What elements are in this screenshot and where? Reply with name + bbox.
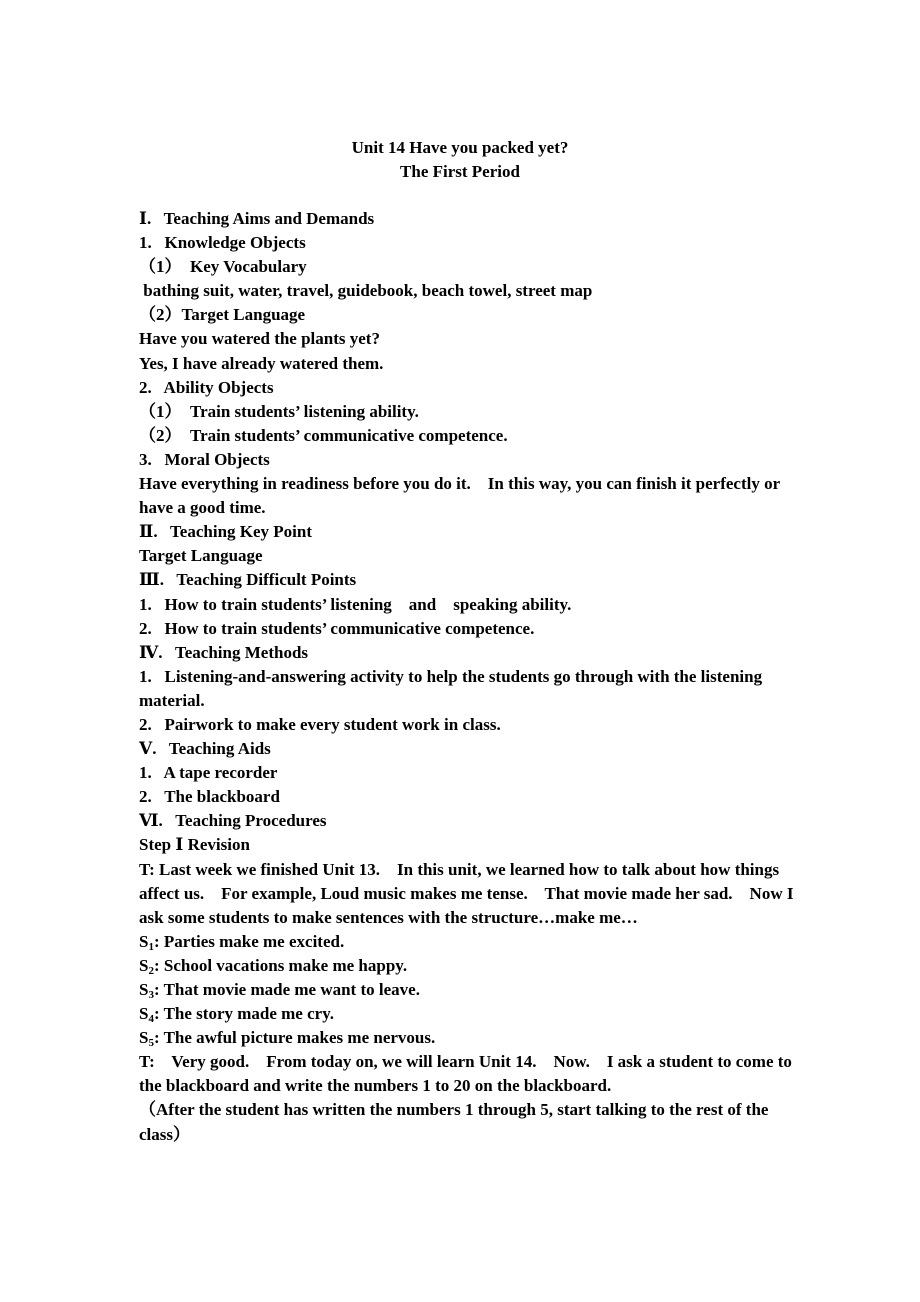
key-vocabulary-list: bathing suit, water, travel, guidebook, beach towel, street map [139, 281, 593, 301]
subheading-key-vocabulary: （1） Key Vocabulary [139, 257, 307, 277]
subheading-moral: 3. Moral Objects [139, 449, 270, 469]
teacher-dialogue: T: Very good. From today on, we will learn Unit 14. Now. I ask a student to come to the blackboard and write the numbers 1 to 20 on the blackboard. [139, 1052, 797, 1096]
methods-item: 1. Listening-and-answering activity to help the students go through with the listening material. [139, 666, 767, 710]
document-body [139, 207, 799, 1147]
student-dialogue: $S_1$: Parties make me excited. [139, 931, 345, 953]
procedure-note: （After the student has written the numbers 1 through 5, start talking to the rest of the class） [139, 1100, 773, 1144]
document-subtitle: The First Period [400, 162, 520, 181]
aids-item: 1. A tape recorder [139, 763, 278, 783]
step-heading: Step Ⅰ Revision [139, 835, 250, 855]
ability-item: （1） Train students’ listening ability. [139, 401, 419, 421]
difficult-item: 2. How to train students’ communicative competence. [139, 618, 535, 638]
section-heading-aims: Ⅰ. Teaching Aims and Demands [139, 209, 375, 228]
student-dialogue: $S_4$: The story made me cry. [139, 1004, 335, 1026]
section-heading-key-point: Ⅱ. Teaching Key Point [139, 522, 313, 542]
section-heading-aids: Ⅴ. Teaching Aids [139, 739, 271, 759]
ability-item: （2） Train students’ communicative competence. [139, 425, 508, 445]
subheading-target-language: （2）Target Language [139, 305, 306, 325]
key-point-text: Target Language [139, 546, 263, 566]
target-language-question: Have you watered the plants yet? [139, 329, 380, 349]
student-dialogue: $S_5$: The awful picture makes me nervous. [139, 1028, 436, 1050]
methods-item: 2. Pairwork to make every student work in class. [139, 714, 501, 734]
teacher-dialogue: T: Last week we finished Unit 13. In this unit, we learned how to talk about how things affect us. For example, Loud music makes me tense. That movie made her sad. Now I ask some students to make sentences with the structure…make me… [139, 859, 798, 927]
section-heading-procedures: Ⅵ. Teaching Procedures [139, 811, 327, 831]
section-heading-difficult: Ⅲ. Teaching Difficult Points [139, 570, 357, 590]
student-dialogue: $S_3$: That movie made me want to leave. [139, 980, 420, 1001]
document-title: Unit 14 Have you packed yet? [351, 138, 569, 157]
student-dialogue: $S_2$: School vacations make me happy. [139, 955, 408, 977]
moral-text: Have everything in readiness before you do it. In this way, you can finish it perfectly or have a good time. [139, 474, 785, 518]
subheading-ability: 2. Ability Objects [139, 377, 274, 397]
aids-item: 2. The blackboard [139, 787, 280, 807]
section-heading-methods: Ⅳ. Teaching Methods [139, 642, 309, 662]
target-language-answer: Yes, I have already watered them. [139, 353, 384, 373]
subheading-knowledge: 1. Knowledge Objects [139, 233, 306, 253]
difficult-item: 1. How to train students’ listening and speaking ability. [139, 594, 572, 614]
